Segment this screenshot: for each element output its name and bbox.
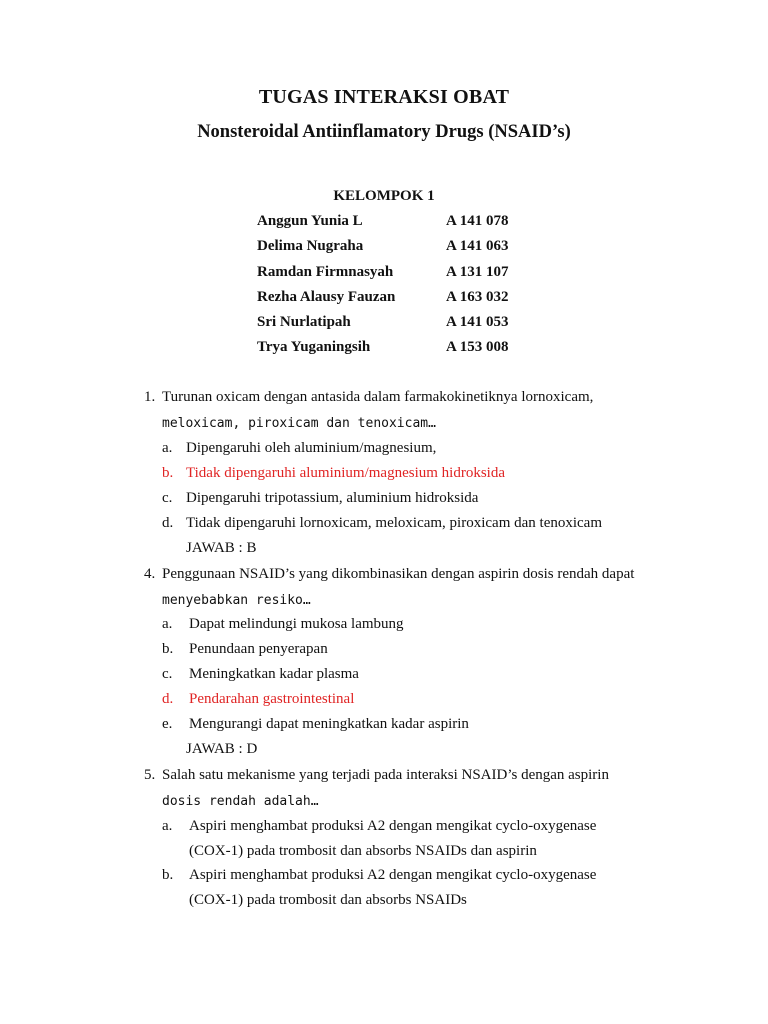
- question-text-continued: dosis rendah adalah…: [162, 794, 319, 809]
- member-name: Rezha Alausy Fauzan: [257, 289, 396, 305]
- option-letter: c.: [162, 666, 173, 682]
- option-letter: b.: [162, 641, 174, 657]
- member-name: Ramdan Firmnasyah: [257, 264, 394, 280]
- question-text-continued: menyebabkan resiko…: [162, 593, 311, 608]
- answer-key: JAWAB : B: [186, 540, 257, 556]
- option-letter: a.: [162, 818, 173, 834]
- member-name: Sri Nurlatipah: [257, 314, 351, 330]
- member-nim: A 131 107: [446, 264, 509, 280]
- question-number: 4.: [144, 566, 156, 582]
- option-text: Aspiri menghambat produksi A2 dengan mengikat cyclo-oxygenase: [189, 818, 597, 834]
- group-label: KELOMPOK 1: [333, 188, 435, 204]
- option-letter: c.: [162, 490, 173, 506]
- member-name: Anggun Yunia L: [257, 213, 363, 229]
- question-number: 5.: [144, 767, 156, 783]
- document-title: TUGAS INTERAKSI OBAT: [258, 86, 510, 108]
- answer-key: JAWAB : D: [186, 741, 258, 757]
- option-text: Aspiri menghambat produksi A2 dengan mengikat cyclo-oxygenase: [189, 867, 597, 883]
- member-nim: A 141 063: [446, 238, 509, 254]
- question-text: Penggunaan NSAID’s yang dikombinasikan dengan aspirin dosis rendah dapat: [162, 566, 635, 582]
- option-text: Dapat melindungi mukosa lambung: [189, 616, 404, 632]
- option-letter: b.: [162, 867, 174, 883]
- option-letter: e.: [162, 716, 173, 732]
- question-text: Turunan oxicam dengan antasida dalam farmakokinetiknya lornoxicam,: [162, 389, 594, 405]
- member-nim: A 141 078: [446, 213, 509, 229]
- question-text: Salah satu mekanisme yang terjadi pada interaksi NSAID’s dengan aspirin: [162, 767, 609, 783]
- question-text-continued: meloxicam, piroxicam dan tenoxicam…: [162, 416, 436, 431]
- option-letter: a.: [162, 616, 173, 632]
- option-letter-correct: b.: [162, 465, 174, 481]
- option-text: Dipengaruhi tripotassium, aluminium hidroksida: [186, 490, 479, 506]
- option-text: Dipengaruhi oleh aluminium/magnesium,: [186, 440, 437, 456]
- member-nim: A 163 032: [446, 289, 509, 305]
- option-text: Mengurangi dapat meningkatkan kadar aspirin: [189, 716, 469, 732]
- option-text: Tidak dipengaruhi lornoxicam, meloxicam, piroxicam dan tenoxicam: [186, 515, 603, 531]
- option-text: Meningkatkan kadar plasma: [189, 666, 359, 682]
- option-text-correct: Tidak dipengaruhi aluminium/magnesium hidroksida: [186, 465, 505, 481]
- option-letter-correct: d.: [162, 691, 174, 707]
- member-name: Trya Yuganingsih: [257, 339, 371, 355]
- option-letter: a.: [162, 440, 173, 456]
- option-letter: d.: [162, 515, 174, 531]
- member-nim: A 153 008: [446, 339, 509, 355]
- option-text-continued: (COX-1) pada trombosit dan absorbs NSAIDs dan aspirin: [189, 843, 537, 859]
- member-name: Delima Nugraha: [257, 238, 364, 254]
- option-text: Penundaan penyerapan: [189, 641, 328, 657]
- member-nim: A 141 053: [446, 314, 509, 330]
- question-number: 1.: [144, 389, 156, 405]
- option-text-correct: Pendarahan gastrointestinal: [189, 691, 355, 707]
- document-subtitle: Nonsteroidal Antiinflamatory Drugs (NSAID’s): [197, 122, 571, 142]
- option-text-continued: (COX-1) pada trombosit dan absorbs NSAIDs: [189, 892, 467, 908]
